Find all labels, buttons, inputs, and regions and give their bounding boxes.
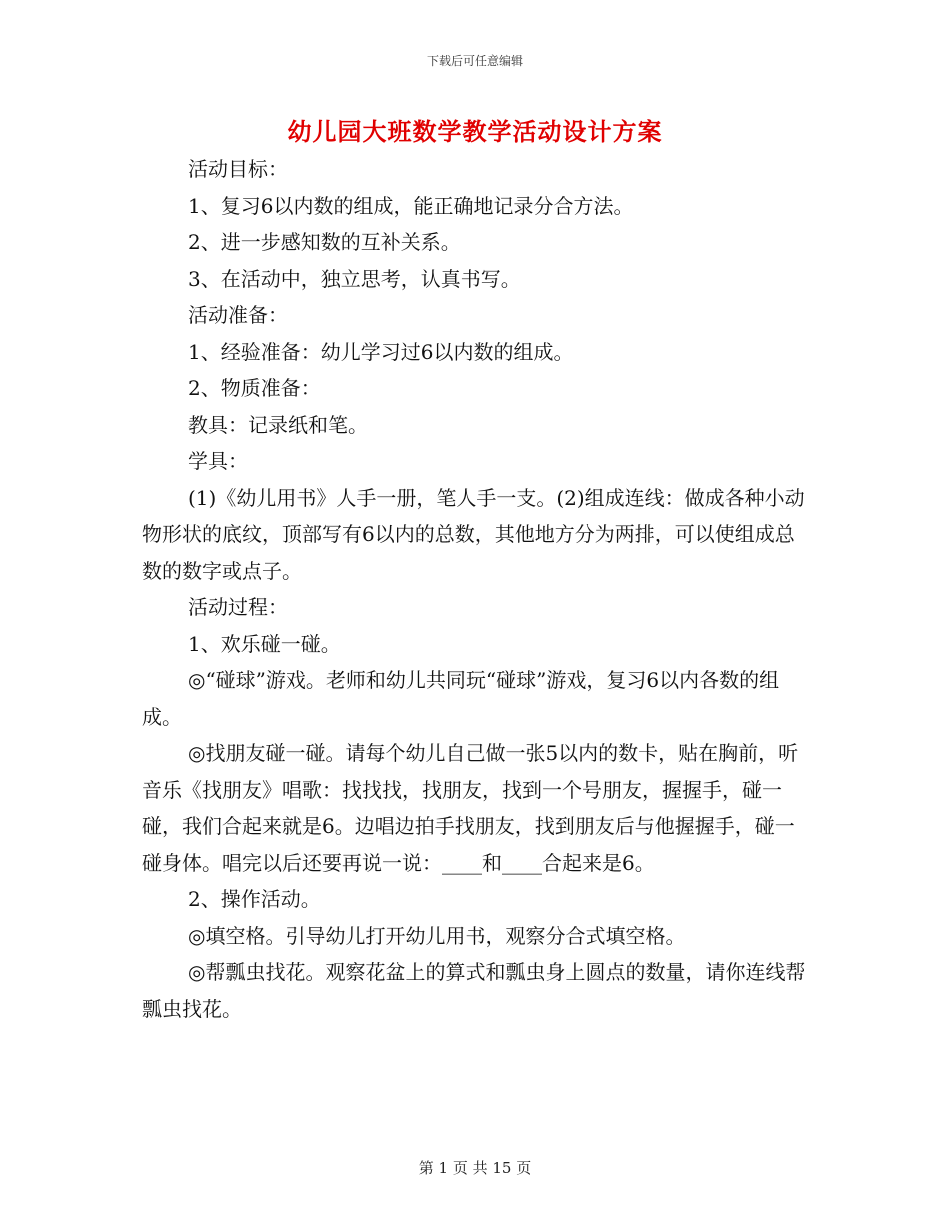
paragraph-6: 1、经验准备：幼儿学习过6以内数的组成。 [188,339,574,364]
paragraph-16: ◎填空格。引导幼儿打开幼儿用书，观察分合式填空格。 [188,923,686,948]
paragraph-2: 1、复习6以内数的组成，能正确地记录分合方法。 [188,193,634,218]
document-title: 幼儿园大班数学教学活动设计方案 [287,117,663,146]
paragraph-5: 活动准备： [188,303,288,327]
paragraph-15: 2、操作活动。 [188,887,321,911]
paragraph-17: ◎帮瓢虫找花。观察花盆上的算式和瓢虫身上圆点的数量，请你连线帮瓢虫找花。 [142,960,806,1021]
paragraph-1: 活动目标： [188,157,288,181]
header-note: 下载后可任意编辑 [426,54,523,68]
paragraph-3: 2、进一步感知数的互补关系。 [188,230,461,254]
paragraph-11: 活动过程： [188,595,288,619]
paragraph-14: ◎找朋友碰一碰。请每个幼儿自己做一张5以内的数卡，贴在胸前，听音乐《找朋友》唱歌：找找找，找朋友，找到一个号朋友，握握手，碰一碰，我们合起来就是6。边唱边拍手找朋友，找到朋友后与他握握手，碰一碰身体。唱完以后还要再说一说：____和____合起来是6。 [142,741,799,875]
paragraph-4: 3、在活动中，独立思考，认真书写。 [188,266,521,291]
paragraph-8: 教具：记录纸和笔。 [188,412,368,437]
document-body [142,151,812,1027]
paragraph-7: 2、物质准备： [188,376,321,400]
paragraph-9: 学具： [188,449,248,473]
page-footer: 第 1 页 共 15 页 [418,1159,532,1177]
paragraph-13: ◎“碰球”游戏。老师和幼儿共同玩“碰球”游戏，复习6以内各数的组成。 [142,668,780,729]
paragraph-12: 1、欢乐碰一碰。 [188,631,341,656]
paragraph-10: (1)《幼儿用书》人手一册，笔人手一支。(2)组成连线：做成各种小动物形状的底纹，顶部写有6以内的总数，其他地方分为两排，可以使组成总数的数字或点子。 [142,485,805,583]
